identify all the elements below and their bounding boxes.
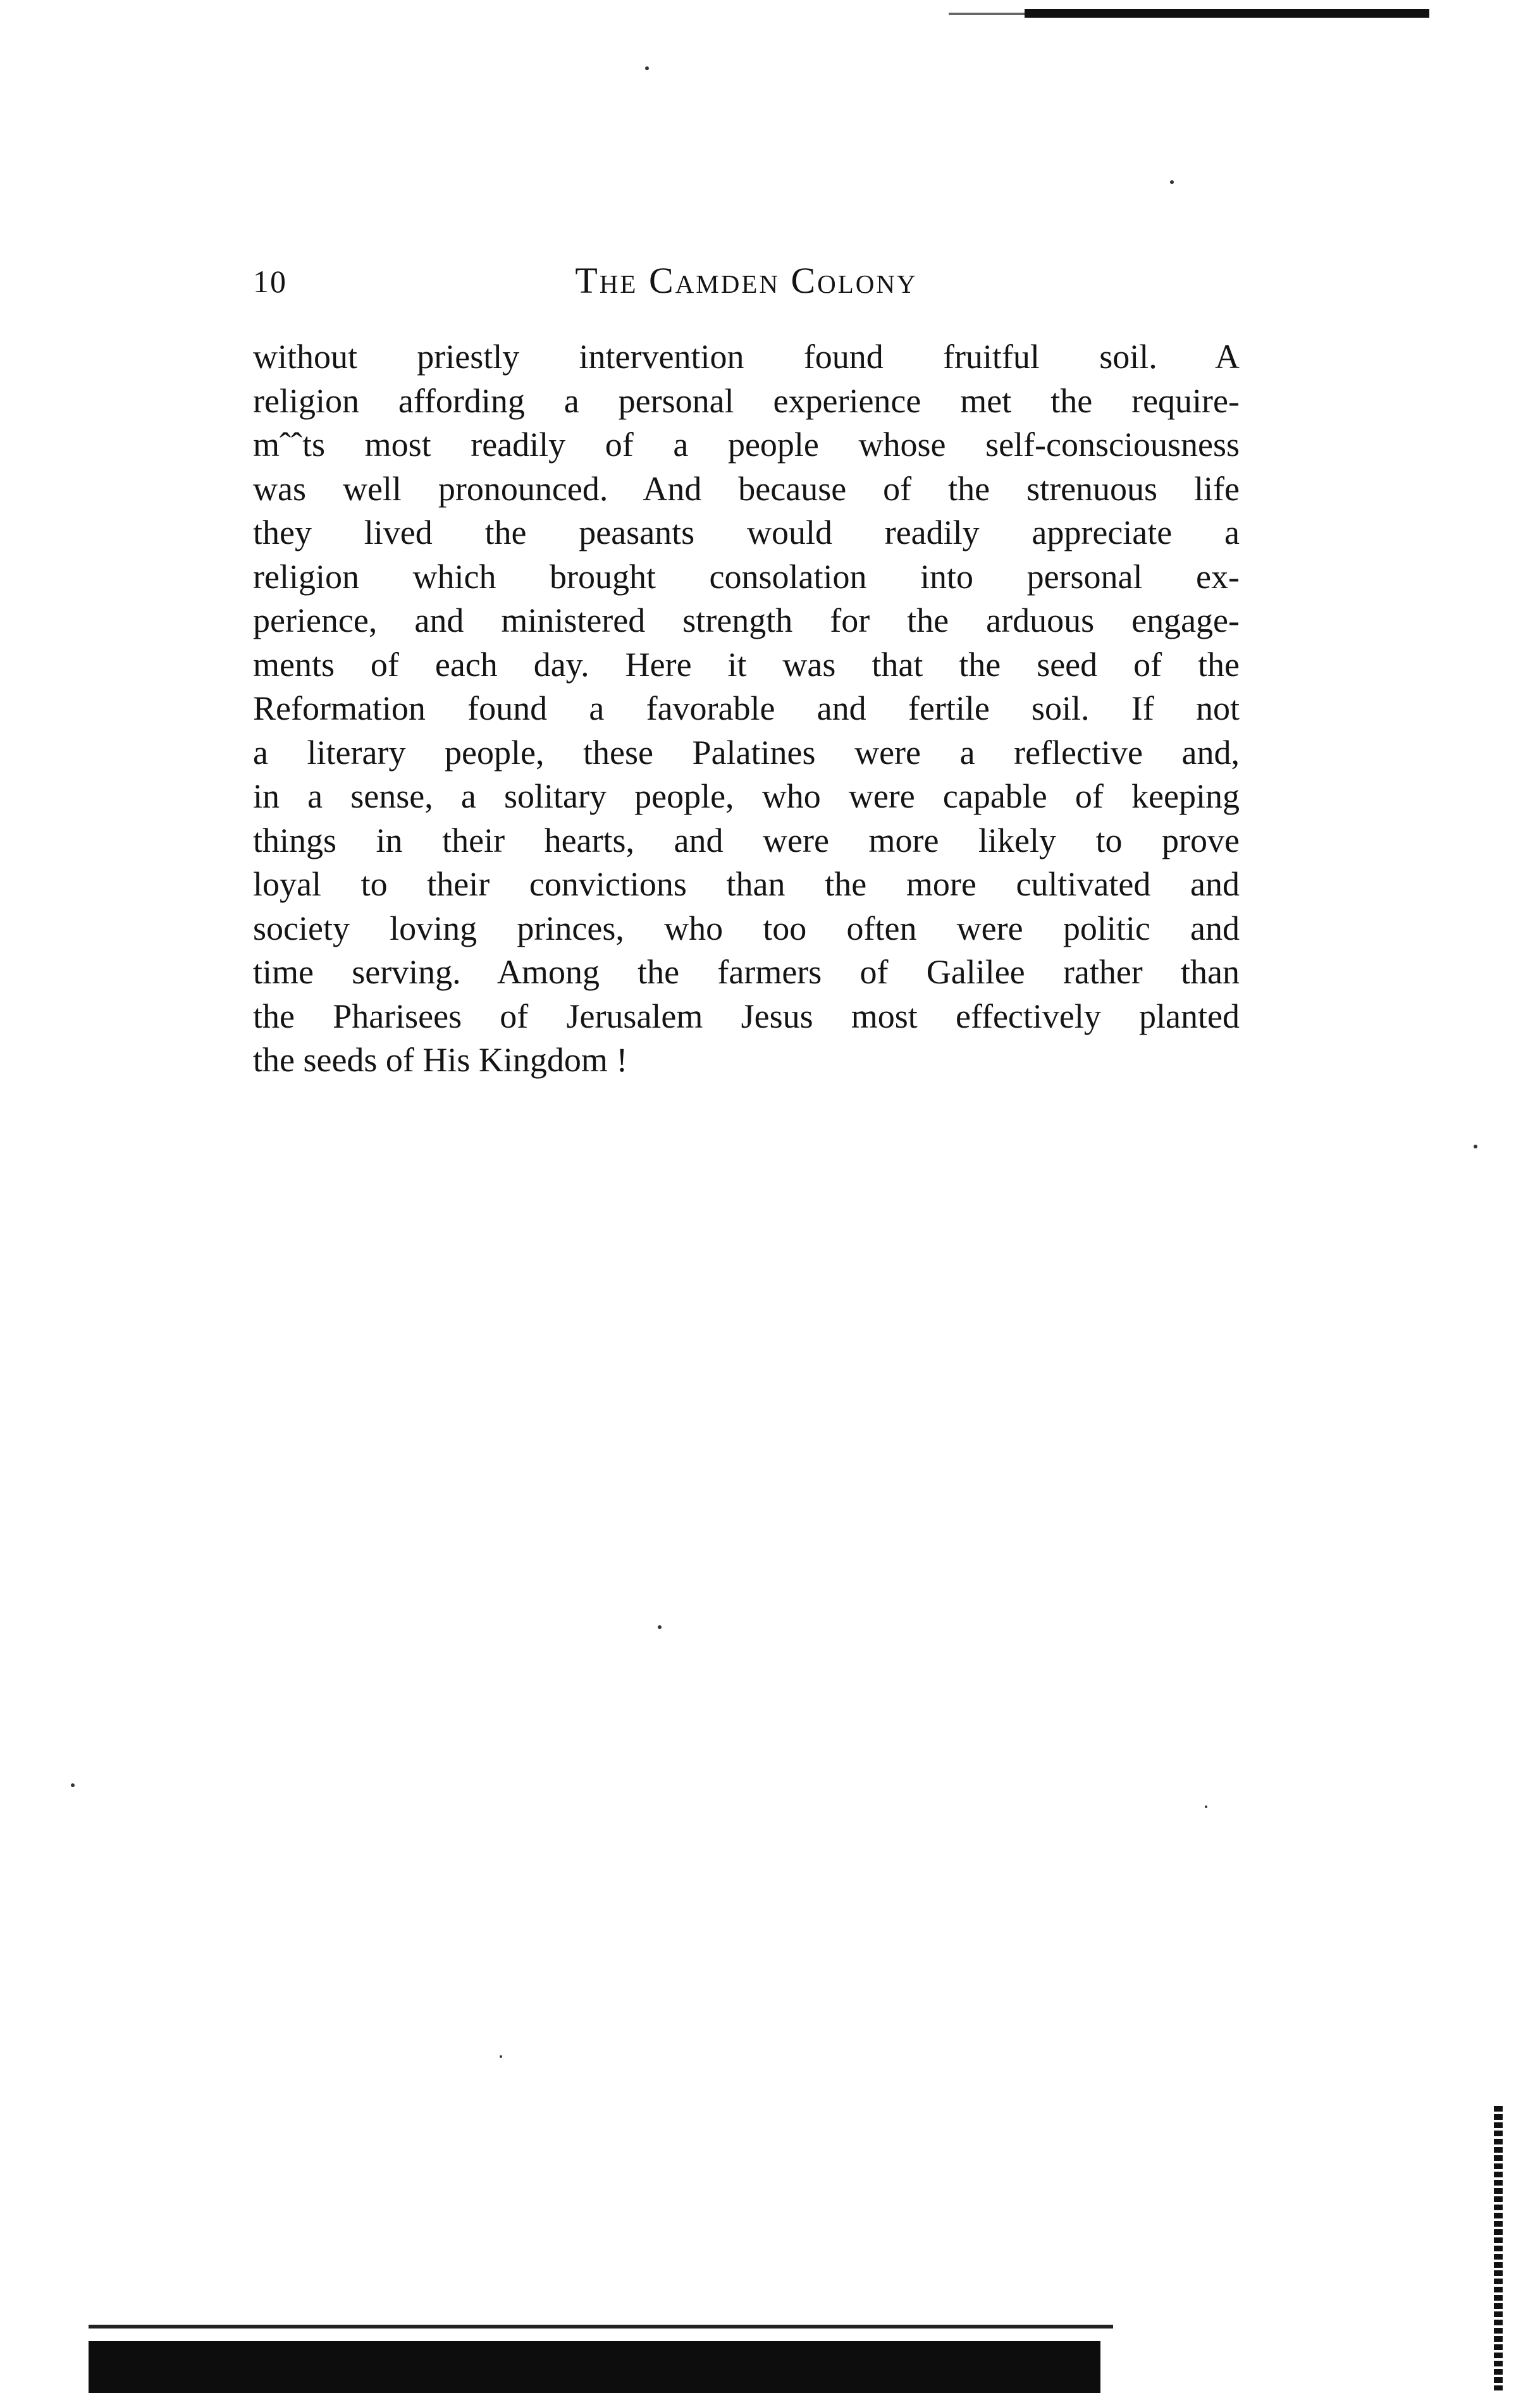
- text-line: the Pharisees of Jerusalem Jesus most effectively planted: [253, 997, 1240, 1035]
- text-line: a literary people, these Palatines were a reflective and,: [253, 733, 1240, 772]
- page-header: [253, 259, 1240, 310]
- text-line: ments of each day. Here it was that the seed of the: [253, 645, 1240, 684]
- text-line: religion which brought consolation into personal ex-: [253, 557, 1240, 596]
- body-paragraph: [253, 335, 1240, 1083]
- scan-speck: [1170, 180, 1174, 184]
- scan-speck: [645, 66, 649, 70]
- scan-speck: [658, 1625, 662, 1629]
- scan-border-right: [1494, 2106, 1503, 2390]
- scan-border-bottom-line: [89, 2325, 1113, 2328]
- scan-border-top-fade: [949, 13, 1031, 15]
- text-line: was well pronounced. And because of the strenuous life: [253, 469, 1240, 508]
- scan-border-top: [1025, 9, 1429, 18]
- text-line: mˆˆts most readily of a people whose self-consciousness: [253, 426, 1240, 464]
- scan-speck: [500, 2055, 502, 2058]
- scan-speck: [1474, 1145, 1477, 1148]
- text-line: religion affording a personal experience met the require-: [253, 381, 1240, 420]
- text-line: loyal to their convictions than the more cultivated and: [253, 865, 1240, 903]
- page-number: 10: [253, 264, 287, 299]
- text-line: time serving. Among the farmers of Galilee rather than: [253, 953, 1240, 991]
- running-head: The Camden Colony: [575, 260, 918, 301]
- text-line: the seeds of His Kingdom !: [253, 1041, 628, 1079]
- scan-speck: [1205, 1806, 1207, 1808]
- scan-speck: [71, 1783, 75, 1787]
- text-line: things in their hearts, and were more likely to prove: [253, 821, 1240, 859]
- text-line: in a sense, a solitary people, who were capable of keeping: [253, 777, 1240, 815]
- text-line: without priestly intervention found fruitful soil. A: [253, 338, 1240, 376]
- text-line: perience, and ministered strength for the arduous engage-: [253, 601, 1240, 639]
- text-line: they lived the peasants would readily appreciate a: [253, 514, 1240, 551]
- text-line: Reformation found a favorable and fertile soil. If not: [253, 689, 1240, 727]
- scan-border-bottom: [89, 2341, 1100, 2393]
- text-line: society loving princes, who too often were politic and: [253, 909, 1240, 947]
